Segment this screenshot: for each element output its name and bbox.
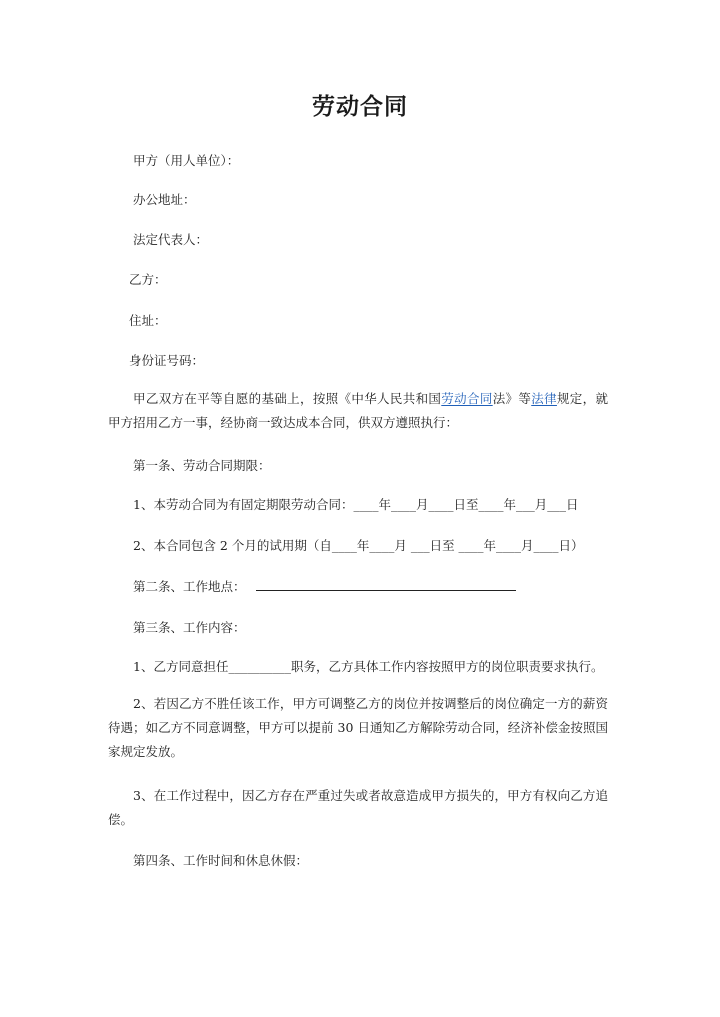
article-1-item-1: 1、本劳动合同为有固定期限劳动合同：____年____月____日至____年___月___日 [133,497,579,512]
party-b-label: 乙方： [129,272,167,287]
party-b-address: 住址： [129,313,167,328]
article-3-heading: 第三条、工作内容： [133,620,246,635]
article-3-item-2: 2、若因乙方不胜任该工作，甲方可调整乙方的岗位并按调整后的岗位确定一方的薪资待遇；如乙方不同意调整，甲方可以提前 30 日通知乙方解除劳动合同，经济补偿金按照国家规定发放。 [108,696,608,759]
work-location-blank [256,576,516,591]
article-2-heading: 第二条、工作地点： [133,579,246,594]
intro-paragraph [108,387,608,435]
article-1-heading: 第一条、劳动合同期限： [133,458,271,473]
labor-contract-link[interactable]: 劳动合同 [441,391,493,406]
party-a-employer: 甲方（用人单位）： [133,153,240,168]
intro-text-3: 规定，就甲方招用乙方一事，经协商一致达成本合同，供双方遵照执行： [108,391,608,430]
article-3-item-1: 1、乙方同意担任__________职务，乙方具体工作内容按照甲方的岗位职责要求执行。 [133,659,604,674]
article-4-heading: 第四条、工作时间和休息休假： [133,853,309,868]
article-3-item-3: 3、在工作过程中，因乙方存在严重过失或者故意造成甲方损失的，甲方有权向乙方追偿。 [108,788,608,827]
party-a-office-address: 办公地址： [133,192,196,207]
party-b-id-number: 身份证号码： [129,353,205,368]
intro-text-2: 法》等 [492,391,532,406]
law-link[interactable]: 法律 [531,391,557,406]
intro-text-1: 甲乙双方在平等自愿的基础上，按照《中华人民共和国 [133,391,442,406]
article-2-heading-row [133,576,516,598]
document-title: 劳动合同 [312,94,408,120]
article-1-item-2: 2、本合同包含 2 个月的试用期（自____年____月 ___日至 ____年____月____日） [133,538,584,553]
party-a-legal-rep: 法定代表人： [133,232,209,247]
